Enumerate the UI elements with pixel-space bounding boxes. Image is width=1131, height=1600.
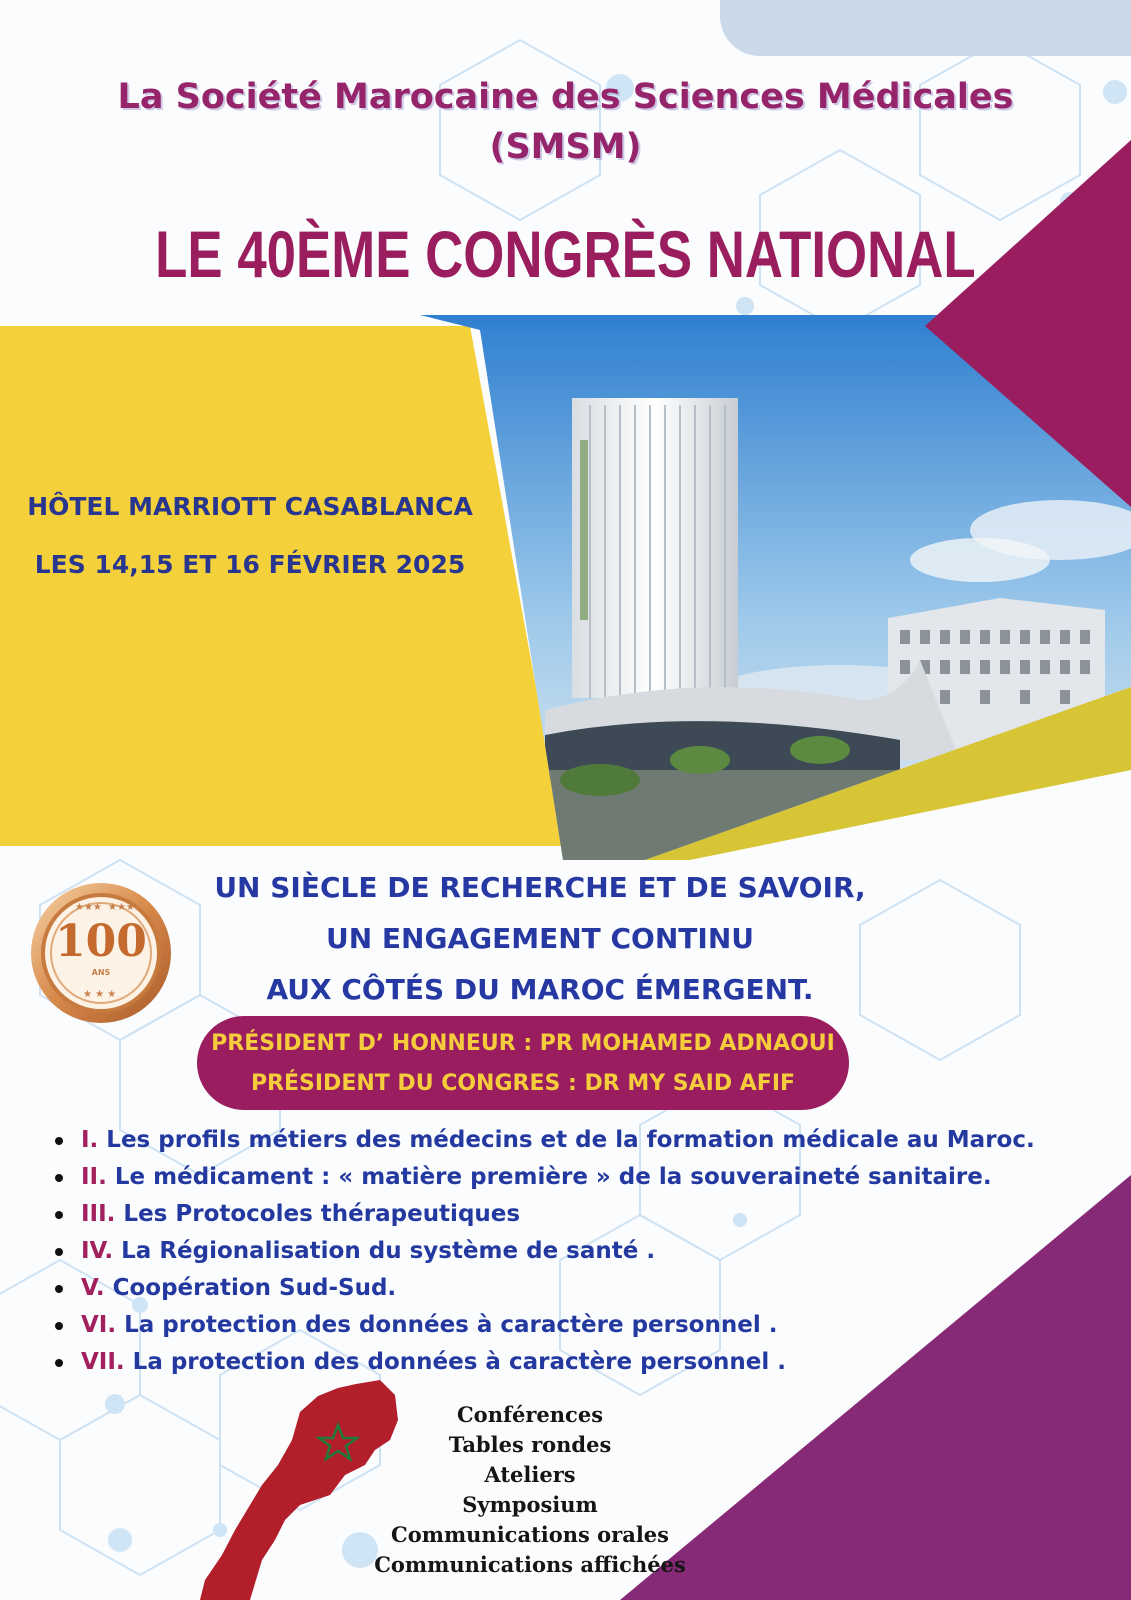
top-band bbox=[720, 0, 1131, 56]
badge-number: 100 bbox=[55, 916, 147, 967]
topic-text: La protection des données à caractère personnel . bbox=[124, 1349, 787, 1375]
activity-item: Ateliers bbox=[484, 1462, 576, 1487]
list-item bbox=[55, 1122, 1125, 1159]
topic-number: III. bbox=[81, 1201, 116, 1227]
activity-item: Tables rondes bbox=[448, 1432, 612, 1457]
topic-text: Les Protocoles thérapeutiques bbox=[115, 1201, 521, 1227]
list-item bbox=[55, 1270, 1125, 1307]
topic-text: Coopération Sud-Sud. bbox=[104, 1275, 397, 1301]
presidents-banner bbox=[197, 1016, 849, 1110]
topic-number: VI. bbox=[81, 1312, 117, 1338]
tagline bbox=[210, 862, 870, 1015]
topic-number: IV. bbox=[81, 1238, 114, 1264]
organization-acronym: (SMSM) bbox=[489, 127, 642, 167]
activity-item: Symposium bbox=[462, 1492, 598, 1517]
topic-text: Le médicament : « matière première » de la souveraineté sanitaire. bbox=[106, 1164, 992, 1190]
organization-title bbox=[0, 72, 1131, 172]
topic-number: I. bbox=[81, 1127, 99, 1153]
topics-list bbox=[55, 1122, 1125, 1381]
honorary-president: PRÉSIDENT D’ HONNEUR : PR MOHAMED ADNAOUI bbox=[211, 1031, 835, 1056]
congress-title: LE 40ÈME CONGRÈS NATIONAL bbox=[155, 217, 976, 291]
svg-text:★★★: ★★★ bbox=[75, 902, 102, 913]
svg-text:★ ★ ★: ★ ★ ★ bbox=[83, 989, 117, 1000]
svg-text:★★★: ★★★ bbox=[108, 902, 135, 913]
topic-text: La Régionalisation du système de santé . bbox=[113, 1238, 656, 1264]
tagline-line-3: AUX CÔTÉS DU MAROC ÉMERGENT. bbox=[266, 973, 814, 1006]
list-item bbox=[55, 1233, 1125, 1270]
activity-item: Communications affichées bbox=[374, 1552, 686, 1577]
topic-number: VII. bbox=[81, 1349, 125, 1375]
tagline-line-2: UN ENGAGEMENT CONTINU bbox=[326, 922, 754, 955]
topic-number: V. bbox=[81, 1275, 105, 1301]
list-item bbox=[55, 1307, 1125, 1344]
list-item bbox=[55, 1159, 1125, 1196]
venue-hotel: HÔTEL MARRIOTT CASABLANCA bbox=[27, 492, 473, 521]
tagline-line-1: UN SIÈCLE DE RECHERCHE ET DE SAVOIR, bbox=[214, 871, 866, 904]
list-item bbox=[55, 1196, 1125, 1233]
congress-president: PRÉSIDENT DU CONGRES : DR MY SAID AFIF bbox=[250, 1071, 796, 1096]
activity-item: Communications orales bbox=[391, 1522, 669, 1547]
organization-name: La Société Marocaine des Sciences Médicales bbox=[117, 77, 1014, 117]
yellow-panel bbox=[0, 326, 565, 846]
list-item bbox=[55, 1344, 1125, 1381]
activity-item: Conférences bbox=[456, 1402, 604, 1427]
badge-sub: ANS bbox=[91, 968, 111, 977]
topic-number: II. bbox=[81, 1164, 107, 1190]
venue-dates: LES 14,15 ET 16 FÉVRIER 2025 bbox=[34, 550, 466, 579]
topic-text: La protection des données à caractère personnel . bbox=[116, 1312, 778, 1338]
activities-list bbox=[330, 1400, 730, 1580]
topic-text: Les profils métiers des médecins et de la formation médicale au Maroc. bbox=[98, 1127, 1035, 1153]
